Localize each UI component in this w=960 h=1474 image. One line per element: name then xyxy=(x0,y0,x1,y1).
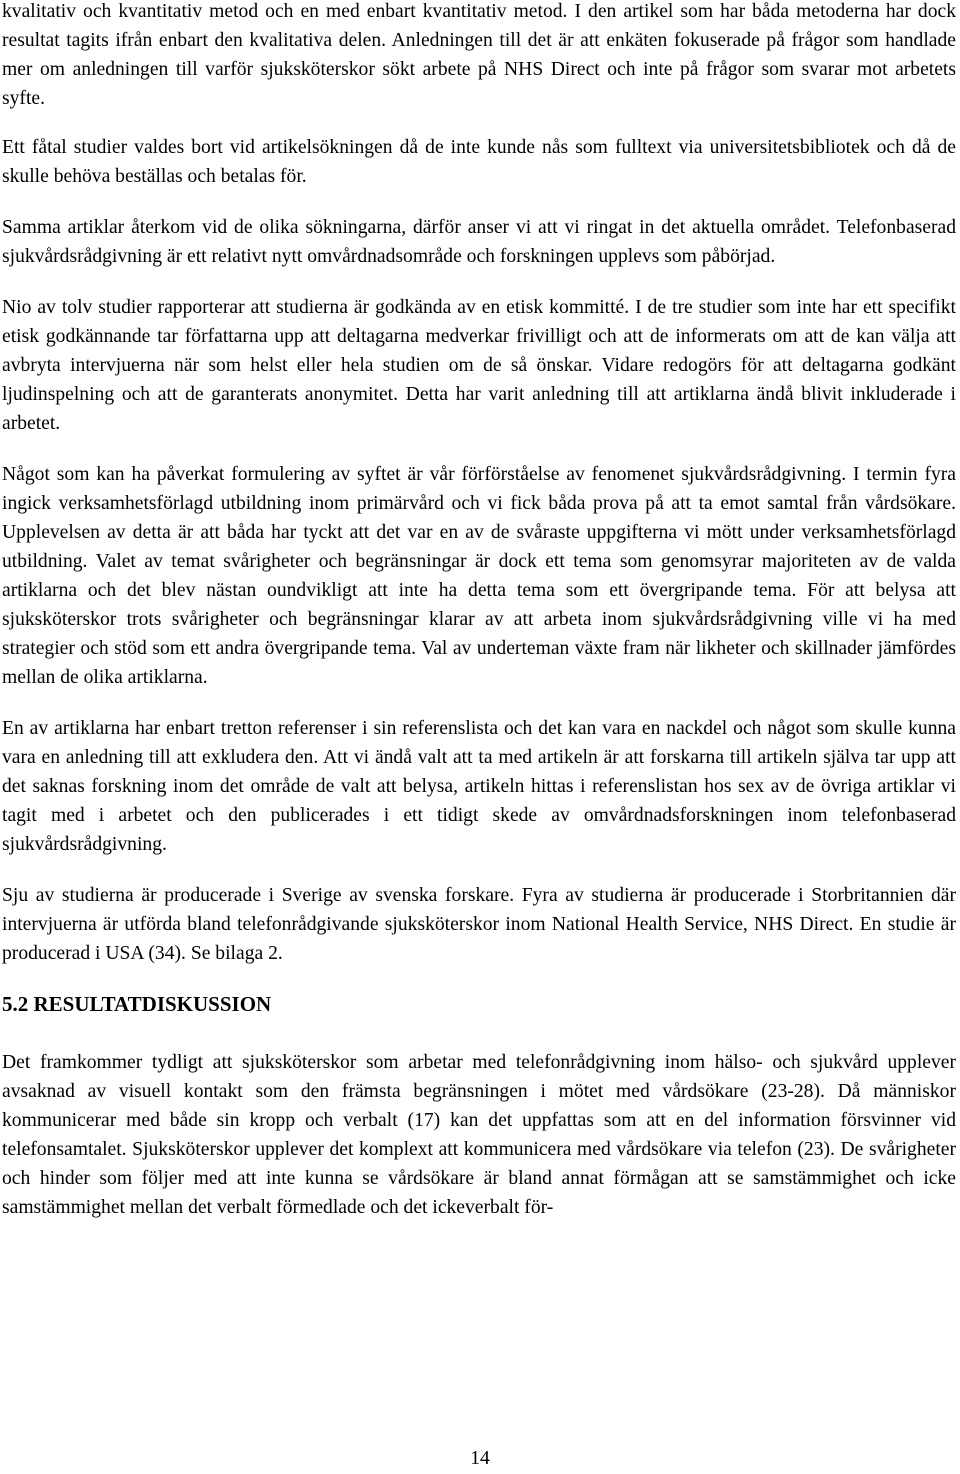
document-page xyxy=(2,0,956,1244)
section-heading: 5.2 RESULTATDISKUSSION xyxy=(2,992,272,1016)
page-number: 14 xyxy=(470,1448,490,1469)
paragraph-ethics: Nio av tolv studier rapporterar att studierna är godkända av en etisk kommitté. I de tre studier som inte har ett specifikt etisk godkännande tar författarna upp att deltagarna medverkar frivilligt och att de informerats om att de kan välja att avbryta intervjuerna när som helst eller hela studien om de så önskar. Vidare redogörs för att deltagarna godkänt ljudinspelning och att de garanterats anonymitet. Detta har varit anledning till att artiklarna ändå blivit inkluderade i arbetet. xyxy=(2,297,956,434)
paragraph-references: En av artiklarna har enbart tretton referenser i sin referenslista och det kan vara en nackdel och något som skulle kunna vara en anledning till att exkludera den. Att vi ändå valt att ta med artikeln är att forskarna till artikeln själva tar upp att det saknas forskning inom det område de valt att belysa, artikeln hittas i referenslistan hos sex av de övriga artiklar vi tagit med i arbetet och den publicerades i ett tidigt skede av omvårdnadsforskningen inom telefonbaserad sjukvårdsrådgivning. xyxy=(2,718,956,855)
paragraph-study-origins: Sju av studierna är producerade i Sverige av svenska forskare. Fyra av studierna är producerade i Storbritannien där intervjuerna är utförda bland telefonrådgivande sjuksköterskor inom National Health Service, NHS Direct. En studie är producerad i USA (34). Se bilaga 2. xyxy=(2,885,956,964)
paragraph-excluded-studies: Ett fåtal studier valdes bort vid artikelsökningen då de inte kunde nås som fulltext via universitetsbibliotek och då de skulle behöva beställas och betalas för. xyxy=(2,137,956,187)
paragraph-result-discussion: Det framkommer tydligt att sjuksköterskor som arbetar med telefonrådgivning inom hälso- och sjukvård upplever avsaknad av visuell kontakt som den främsta begränsningen i mötet med vårdsökare (23-28). Då människor kommunicerar med både sin kropp och verbalt (17) kan det uppfattas som att en del information försvinner vid telefonsamtalet. Sjuksköterskor upplever det komplext att kommunicera med vårdsökare via telefon (23). De svårigheter och hinder som följer med att inte kunna se vårdsökare är bland annat förmågan att se samstämmighet och icke samstämmighet mellan det verbalt förmedlade och det ickeverbalt för- xyxy=(2,1052,956,1218)
paragraph-preunderstanding: Något som kan ha påverkat formulering av syftet är vår förförståelse av fenomenet sjukvårdsrådgivning. I termin fyra ingick verksamhetsförlagd utbildning inom primärvård och vi fick båda prova på att ta emot samtal från vårdsökare. Upplevelsen av detta är att båda har tyckt att det var en av de svåraste uppgifterna vi mött under verksamhetsförlagd utbildning. Valet av temat svårigheter och begränsningar är dock ett tema som genomsyrar majoriteten av de valda artiklarna och det blev nästan oundvikligt att inte ha detta tema som ett övergripande tema. För att belysa att sjuksköterskor trots svårigheter och begränsningar klarar av att arbeta inom sjukvårdsrådgivning ville vi ha med strategier och stöd som ett andra övergripande tema. Val av underteman växte fram när likheter och skillnader jämfördes mellan de olika artiklarna. xyxy=(2,464,956,688)
paragraph-repeated-articles: Samma artiklar återkom vid de olika sökningarna, därför anser vi att vi ringat in det aktuella området. Telefonbaserad sjukvårdsrådgivning är ett relativt nytt omvårdnadsområde och forskningen upplevs som påbörjad. xyxy=(2,217,956,267)
paragraph-method-limitations: kvalitativ och kvantitativ metod och en med enbart kvantitativ metod. I den artikel som har båda metoderna har dock resultat tagits ifrån enbart den kvalitativa delen. Anledningen till det är att enkäten fokuserade på frågor som handlade mer om anledningen till varför sjuksköterskor sökt arbete på NHS Direct och inte på frågor som svarar mot arbetets syfte. xyxy=(2,1,956,109)
